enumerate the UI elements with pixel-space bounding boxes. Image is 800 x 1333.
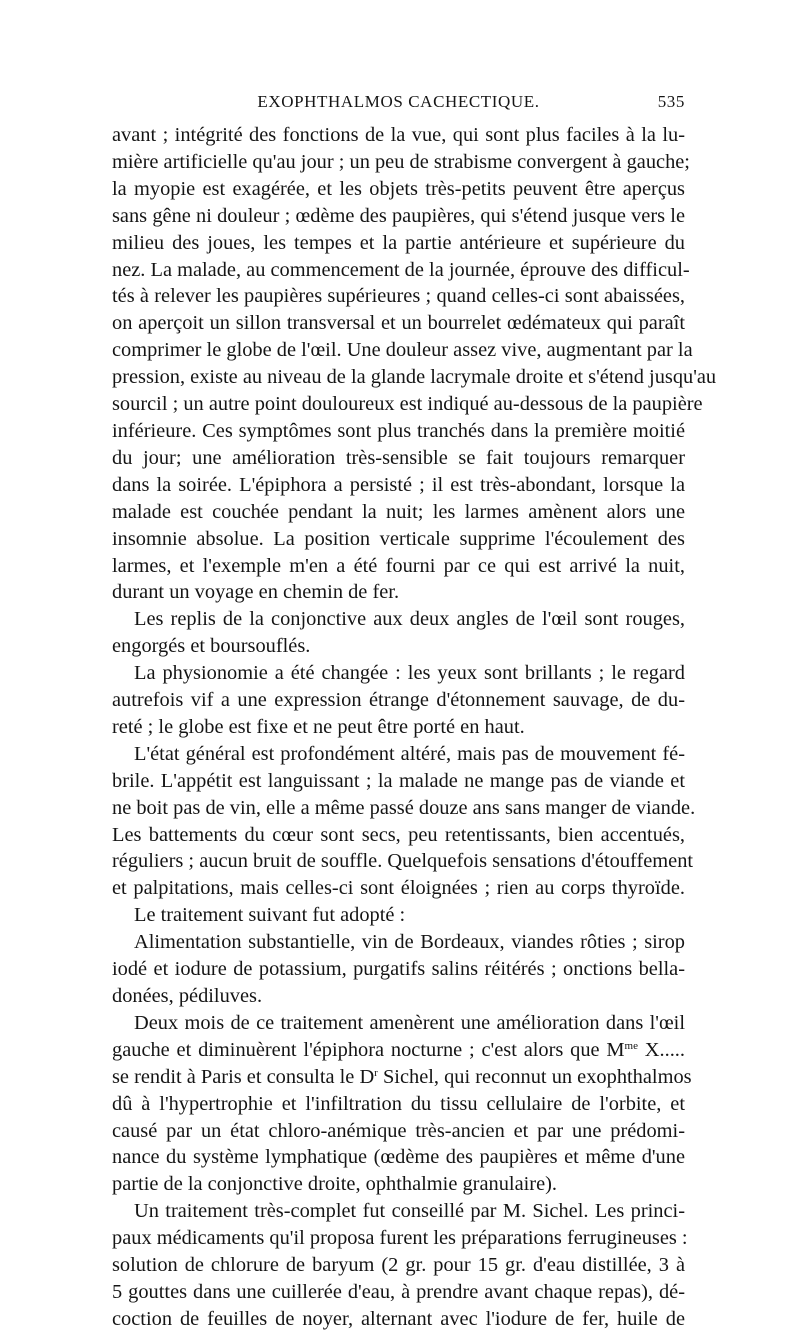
superscript: me: [624, 1039, 638, 1052]
text-line: [112, 418, 685, 445]
text-line: [112, 122, 685, 149]
body-text: [112, 122, 717, 1333]
text-line: [112, 283, 685, 310]
text-line: [112, 983, 685, 1010]
text-line-content: tés à relever les paupières supérieures ; quand celles-ci sont abaissées,: [112, 285, 685, 308]
text-line: [112, 310, 685, 337]
text-line: [112, 1118, 685, 1145]
text-line-content: et palpitations, mais celles-ci sont éloignées ; rien au corps thyroïde.: [112, 877, 685, 900]
text-line-content: pression, existe au niveau de la glande lacrymale droite et s'étend jusqu'au: [112, 366, 717, 389]
text-line-content: comprimer le globe de l'œil. Une douleur assez vive, augmentant par la: [112, 339, 693, 362]
text-line-content: dû à l'hypertrophie et l'infiltration du tissu cellulaire de l'orbite, et: [112, 1092, 685, 1115]
text-line-content: Le traitement suivant fut adopté :: [134, 904, 406, 927]
text-line: [112, 526, 685, 553]
text-line-content: insomnie absolue. La position verticale supprime l'écoulement des: [112, 527, 685, 550]
text-line-content: mière artificielle qu'au jour ; un peu de strabisme convergent à gauche;: [112, 150, 690, 173]
text-line: [112, 257, 690, 284]
text-line-content: du jour; une amélioration très-sensible se fait toujours remarquer: [112, 446, 685, 469]
text-line: [112, 445, 685, 472]
text-line-content: paux médicaments qu'il proposa furent les préparations ferrugineuses :: [112, 1227, 688, 1250]
text-line: [112, 1010, 685, 1037]
text-line: [112, 391, 703, 418]
text-line-content: iodé et iodure de potassium, purgatifs salins réitérés ; onctions bella-: [112, 958, 685, 981]
text-line-content: coction de feuilles de noyer, alternant avec l'iodure de fer, huile de: [112, 1307, 685, 1330]
text-line: [112, 1144, 685, 1171]
text-line-content: brile. L'appétit est languissant ; la malade ne mange pas de viande et: [112, 769, 685, 792]
text-line: [112, 956, 685, 983]
running-head: [112, 92, 685, 120]
text-line-content: 5 gouttes dans une cuillerée d'eau, à prendre avant chaque repas), dé-: [112, 1280, 685, 1303]
text-line-content: avant ; intégrité des fonctions de la vue, qui sont plus faciles à la lu-: [112, 124, 685, 146]
text-line: [112, 1252, 685, 1279]
text-line-content: durant un voyage en chemin de fer.: [112, 581, 400, 604]
text-line-content: solution de chlorure de baryum (2 gr. pour 15 gr. d'eau distillée, 3 à: [112, 1254, 685, 1277]
text-line: [112, 579, 685, 606]
text-line-continuation: Sichel, qui reconnut un exophthalmos: [377, 1065, 692, 1088]
text-line-content: nance du système lymphatique (œdème des paupières et même d'une: [112, 1146, 685, 1169]
text-line-content: inférieure. Ces symptômes sont plus tranchés dans la première moitié: [112, 419, 685, 442]
text-line-content: ne boit pas de vin, elle a même passé douze ans sans manger de viande.: [112, 796, 696, 819]
text-line: [112, 768, 685, 795]
text-line-content: donées, pédiluves.: [112, 985, 263, 1007]
text-line: [112, 1171, 685, 1198]
text-line: [112, 1306, 685, 1333]
text-line-content: sans gêne ni douleur ; œdème des paupières, qui s'étend jusque vers le: [112, 204, 685, 227]
text-line: [112, 149, 690, 176]
text-line: [112, 929, 685, 956]
text-line-content: milieu des joues, les tempes et la partie antérieure et supérieure du: [112, 231, 685, 254]
text-line: [112, 472, 685, 499]
text-line-content: Les replis de la conjonctive aux deux angles de l'œil sont rouges,: [134, 608, 685, 631]
text-line: [112, 1279, 685, 1306]
text-line: [112, 499, 685, 526]
text-line: [112, 902, 685, 929]
text-line-content: se rendit à Paris et consulta le D: [112, 1065, 375, 1088]
text-line: [112, 337, 693, 364]
text-line-content: autrefois vif a une expression étrange d'étonnement sauvage, de du-: [112, 689, 685, 712]
text-line-content: sourcil ; un autre point douloureux est indiqué au-dessous de la paupière: [112, 393, 703, 416]
text-line: [112, 687, 685, 714]
text-line: [112, 1037, 685, 1064]
text-line: [112, 364, 717, 391]
text-line-content: Les battements du cœur sont secs, peu retentissants, bien accentués,: [112, 823, 685, 846]
text-line-content: La physionomie a été changée : les yeux sont brillants ; le regard: [134, 662, 685, 685]
book-page: [112, 92, 717, 1333]
text-line-content: nez. La malade, au commencement de la journée, éprouve des difficul-: [112, 258, 690, 281]
text-line: [112, 1198, 685, 1225]
text-line: [112, 633, 685, 660]
text-line: [112, 203, 685, 230]
text-line-content: la myopie est exagérée, et les objets très-petits peuvent être aperçus: [112, 177, 685, 200]
page-number: 535: [657, 92, 685, 111]
text-line-content: partie de la conjonctive droite, ophthalmie granulaire).: [112, 1173, 558, 1196]
text-line-content: malade est couchée pendant la nuit; les larmes amènent alors une: [112, 500, 685, 523]
text-line: [112, 1064, 692, 1091]
text-line: [112, 1225, 688, 1252]
text-line-continuation: X.....: [637, 1038, 686, 1061]
text-line-content: L'état général est profondément altéré, mais pas de mouvement fé-: [134, 742, 685, 765]
text-line-content: engorgés et boursouflés.: [112, 635, 311, 658]
text-line: [112, 875, 685, 902]
text-line-content: Un traitement très-complet fut conseillé par M. Sichel. Les princi-: [134, 1200, 685, 1223]
text-line-content: Alimentation substantielle, vin de Bordeaux, viandes rôties ; sirop: [134, 931, 685, 954]
text-line-content: dans la soirée. L'épiphora a persisté ; il est très-abondant, lorsque la: [112, 473, 685, 496]
text-line: [112, 660, 685, 687]
text-line-content: Deux mois de ce traitement amenèrent une amélioration dans l'œil: [134, 1011, 685, 1034]
text-line-content: reté ; le globe est fixe et ne peut être porté en haut.: [112, 715, 525, 738]
running-title: EXOPHTHALMOS CACHECTIQUE.: [257, 92, 540, 111]
text-line: [112, 714, 685, 741]
text-line: [112, 606, 685, 633]
text-line: [112, 795, 696, 822]
text-line: [112, 741, 685, 768]
text-line: [112, 848, 694, 875]
superscript: r: [374, 1066, 378, 1079]
text-line: [112, 553, 685, 580]
text-line-content: réguliers ; aucun bruit de souffle. Quelquefois sensations d'étouffement: [112, 850, 694, 873]
text-line-content: on aperçoit un sillon transversal et un bourrelet œdémateux qui paraît: [112, 312, 685, 335]
text-line-content: larmes, et l'exemple m'en a été fourni par ce qui est arrivé la nuit,: [112, 554, 685, 577]
text-line-content: gauche et diminuèrent l'épiphora nocturne ; c'est alors que M: [112, 1038, 625, 1061]
text-line: [112, 230, 685, 257]
text-line: [112, 1091, 685, 1118]
text-line-content: causé par un état chloro-anémique très-ancien et par une prédomi-: [112, 1119, 685, 1142]
text-line: [112, 176, 685, 203]
text-line: [112, 822, 685, 849]
